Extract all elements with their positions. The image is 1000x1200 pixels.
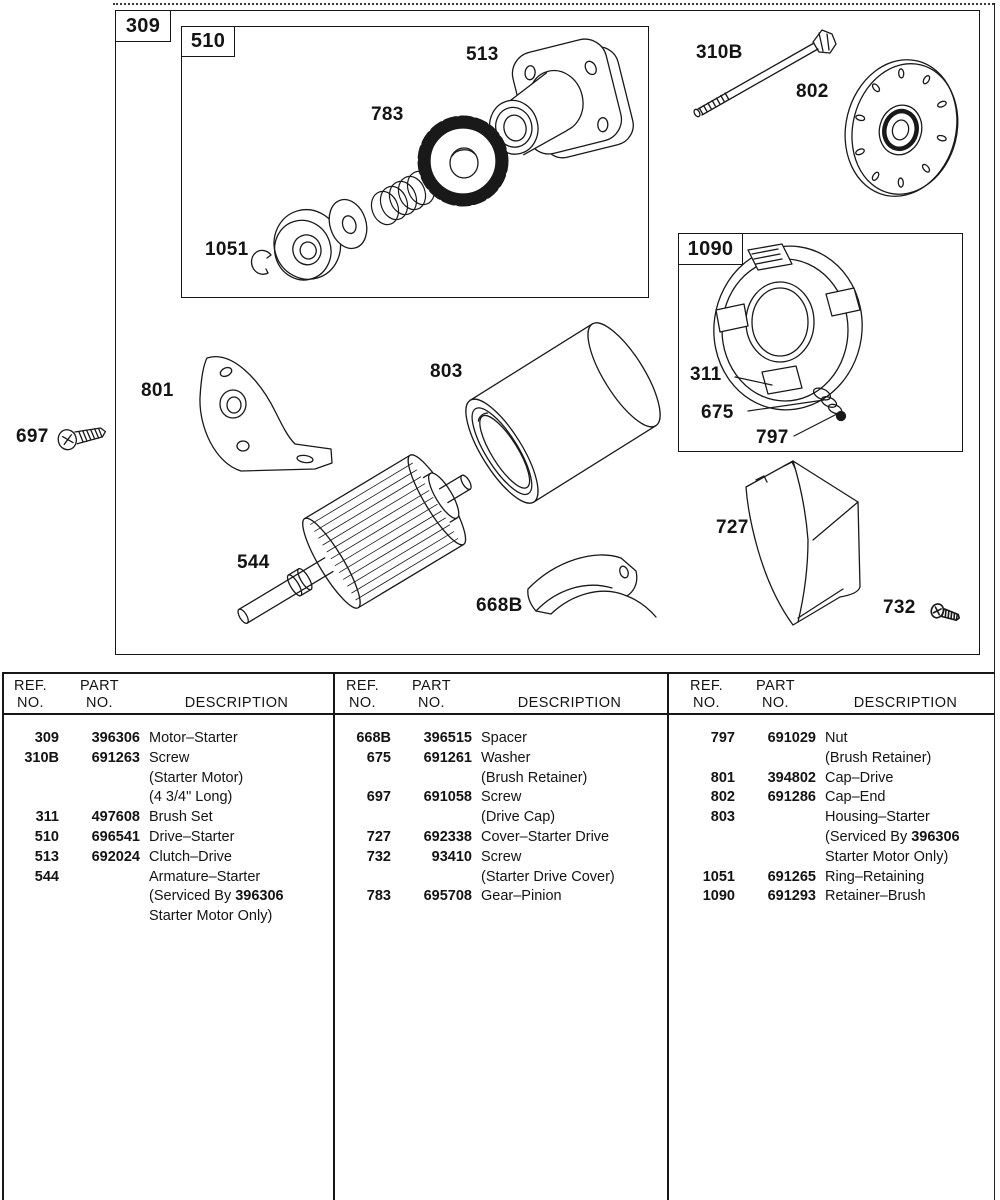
table-row-line (668, 887, 995, 907)
retaining-ring-1051 (252, 250, 271, 274)
table-row-line (334, 749, 667, 769)
header-line-1 (2, 678, 333, 695)
table-row-line (334, 828, 667, 848)
section-label-510-text: 510 (190, 30, 226, 52)
ref-no-cell (2, 788, 59, 808)
header-desc-spacer (472, 678, 667, 695)
parts-column-2-rows (334, 729, 667, 907)
header-part-no: NO. (418, 695, 445, 711)
header-line-2 (334, 695, 667, 712)
callout-727: 727 (716, 517, 749, 538)
description-cell: (Starter Drive Cover) (481, 868, 615, 885)
part-no-cell: 691058 (423, 789, 472, 806)
section-label-1090 (678, 233, 743, 265)
cap-drive-801 (200, 357, 332, 471)
ref-no-cell: 544 (34, 868, 59, 885)
part-no-cell: 692024 (91, 848, 140, 865)
ref-no-cell: 732 (366, 848, 391, 865)
ref-no-cell: 513 (34, 848, 59, 865)
table-row-line (2, 828, 333, 848)
part-no-cell (391, 769, 472, 789)
table-row-line (334, 887, 667, 907)
part-no-cell: 691286 (767, 789, 816, 806)
ref-no-cell (334, 868, 391, 888)
table-row-line (2, 887, 333, 907)
part-no-cell: 691261 (423, 749, 472, 766)
description-cell: (Starter Motor) (149, 769, 244, 786)
ref-no-cell (334, 808, 391, 828)
header-part: PART (756, 678, 795, 694)
callout-803: 803 (430, 361, 463, 382)
table-row-line (2, 749, 333, 769)
description-cell: Retainer–Brush (825, 888, 926, 905)
part-no-cell (59, 887, 140, 907)
callout-783: 783 (371, 104, 404, 125)
header-description: DESCRIPTION (853, 695, 958, 711)
table-row-line (668, 788, 995, 808)
header-ref: REF. (13, 678, 48, 694)
part-no-cell (391, 808, 472, 828)
ref-no-cell: 675 (366, 749, 391, 766)
table-row-line (2, 808, 333, 828)
parts-column-3-header (668, 678, 995, 712)
description-cell: Clutch–Drive (149, 848, 232, 865)
description-cell: Brush Set (149, 809, 213, 826)
ref-no-cell: 1051 (702, 868, 735, 885)
ref-no-cell: 310B (24, 749, 59, 766)
header-description: DESCRIPTION (184, 695, 289, 711)
table-row-line (2, 788, 333, 808)
part-no-cell: 691263 (91, 749, 140, 766)
part-no-cell (59, 907, 140, 927)
part-no-cell (59, 769, 140, 789)
part-no-cell: 692338 (423, 828, 472, 845)
part-no-cell: 691265 (767, 868, 816, 885)
description-cell: Screw (481, 789, 522, 806)
ref-no-cell: 783 (366, 888, 391, 905)
table-row-line (668, 848, 995, 868)
header-desc-spacer (140, 678, 333, 695)
table-row-line (668, 769, 995, 789)
section-label-510 (181, 26, 235, 57)
header-ref-no: NO. (349, 695, 376, 711)
table-row-line (2, 907, 333, 927)
callout-697: 697 (16, 426, 49, 447)
parts-column-2-header (334, 678, 667, 712)
description-cell: Nut (825, 730, 848, 746)
description-cell: Cap–Drive (825, 769, 894, 786)
table-row-line (2, 729, 333, 749)
screw-697 (56, 422, 107, 452)
table-row-line (334, 868, 667, 888)
description-cell: Armature–Starter (149, 868, 261, 885)
part-no-cell: 396515 (423, 730, 472, 746)
description-cell: Drive–Starter (149, 828, 235, 845)
ref-no-cell: 311 (35, 809, 59, 826)
header-desc-spacer (816, 678, 995, 695)
part-no-cell (735, 749, 816, 769)
parts-column-1 (2, 672, 333, 1200)
parts-column-3-rows (668, 729, 995, 907)
description-cell: Cover–Starter Drive (481, 828, 610, 845)
description-cell: Gear–Pinion (481, 888, 562, 905)
callout-732: 732 (883, 597, 916, 618)
description-cell: Ring–Retaining (825, 868, 925, 885)
header-line-2 (678, 695, 995, 712)
header-description: DESCRIPTION (517, 695, 622, 711)
ref-no-cell (2, 769, 59, 789)
table-row-line (334, 848, 667, 868)
section-label-1090-text: 1090 (687, 237, 734, 260)
ref-no-cell: 1090 (702, 888, 735, 905)
callout-802: 802 (796, 81, 829, 102)
ref-no-cell (334, 769, 391, 789)
section-label-309 (115, 10, 171, 42)
description-cell: (Brush Retainer) (825, 749, 932, 766)
housing-803 (453, 313, 673, 512)
ref-no-cell: 510 (34, 828, 59, 845)
table-row-line (668, 808, 995, 828)
header-part: PART (412, 678, 451, 694)
section-label-309-text: 309 (125, 14, 161, 37)
part-no-cell: 691029 (767, 730, 816, 746)
header-ref-no: NO. (17, 695, 44, 711)
gear-pinion-783 (424, 122, 502, 200)
part-no-cell (735, 848, 816, 868)
description-cell: (Serviced By 396306 (149, 888, 284, 905)
table-row-line (668, 729, 995, 749)
description-cell: Starter Motor Only) (149, 908, 273, 925)
parts-column-3 (668, 672, 995, 1200)
callout-668b: 668B (476, 595, 523, 616)
part-no-cell: 93410 (431, 848, 472, 865)
header-part: PART (80, 678, 119, 694)
ref-no-cell: 697 (366, 789, 391, 806)
screw-732 (929, 602, 961, 624)
part-no-cell (735, 808, 816, 828)
description-cell: Cap–End (825, 789, 886, 806)
ref-no-cell: 727 (366, 828, 391, 845)
table-row-line (334, 808, 667, 828)
part-no-cell: 691293 (767, 888, 816, 905)
callout-311: 311 (690, 364, 722, 385)
ref-no-cell: 802 (710, 789, 735, 806)
table-row-line (2, 769, 333, 789)
header-ref: REF. (345, 678, 380, 694)
table-row-line (668, 828, 995, 848)
ref-no-cell: 309 (34, 730, 59, 746)
parts-column-1-header (2, 678, 333, 712)
ref-no-cell: 668B (356, 730, 391, 746)
callout-675: 675 (701, 402, 734, 423)
table-row-line (668, 868, 995, 888)
callout-544: 544 (237, 552, 270, 573)
description-cell: (Brush Retainer) (481, 769, 588, 786)
part-no-cell (59, 868, 140, 888)
description-cell: (Drive Cap) (481, 809, 556, 826)
description-cell: Starter Motor Only) (825, 848, 949, 865)
header-part-no: NO. (762, 695, 789, 711)
end-cap-802 (831, 48, 972, 209)
ref-no-cell (678, 848, 735, 868)
callout-310b: 310B (696, 42, 743, 63)
ref-no-cell (2, 887, 59, 907)
description-cell: Motor–Starter (149, 730, 238, 746)
parts-column-1-rows (2, 729, 333, 927)
part-no-cell: 394802 (767, 769, 816, 786)
table-row-line (668, 749, 995, 769)
spacer-668b (528, 555, 656, 617)
callout-801: 801 (141, 380, 174, 401)
part-no-cell (391, 868, 472, 888)
ref-no-cell (678, 828, 735, 848)
header-ref-no: NO. (693, 695, 720, 711)
description-cell: (4 3/4" Long) (149, 789, 233, 806)
ref-no-cell (2, 907, 59, 927)
ref-no-cell: 801 (710, 769, 735, 786)
description-cell: Housing–Starter (825, 809, 930, 826)
ref-no-cell (678, 749, 735, 769)
table-row-line (334, 729, 667, 749)
part-no-cell: 497608 (91, 809, 140, 826)
callout-797: 797 (756, 427, 789, 448)
callout-513: 513 (466, 44, 499, 65)
header-part-no: NO. (86, 695, 113, 711)
header-line-1 (678, 678, 995, 695)
description-cell: Spacer (481, 730, 527, 746)
header-line-2 (2, 695, 333, 712)
callout-1051: 1051 (205, 239, 249, 260)
description-cell: Washer (481, 749, 531, 766)
part-no-cell: 695708 (423, 888, 472, 905)
part-no-cell: 696541 (91, 828, 140, 845)
header-line-1 (334, 678, 667, 695)
ref-no-cell: 797 (710, 730, 735, 746)
part-no-cell (735, 828, 816, 848)
table-row-line (334, 769, 667, 789)
cover-727 (746, 461, 860, 625)
ref-no-cell: 803 (710, 809, 735, 826)
description-cell: (Serviced By 396306 (825, 828, 960, 845)
part-no-cell: 396306 (91, 730, 140, 746)
parts-column-2 (334, 672, 667, 1200)
part-no-cell (59, 788, 140, 808)
table-row-line (2, 868, 333, 888)
table-row-line (2, 848, 333, 868)
header-ref: REF. (689, 678, 724, 694)
table-row-line (334, 788, 667, 808)
description-cell: Screw (149, 749, 190, 766)
description-cell: Screw (481, 848, 522, 865)
